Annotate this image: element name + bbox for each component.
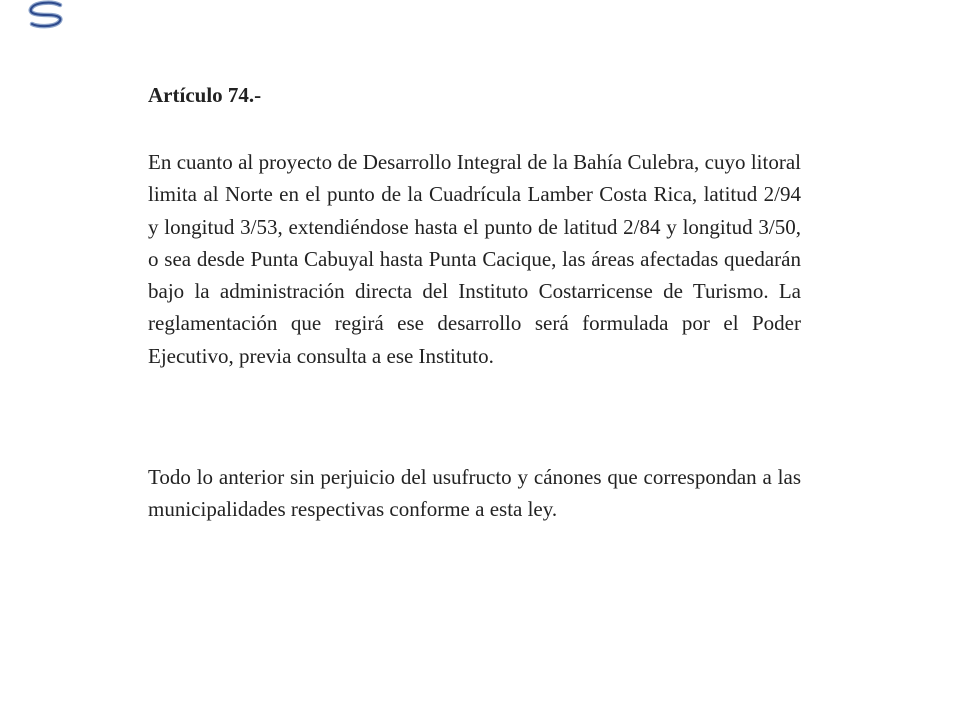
swirl-logo-icon bbox=[22, 0, 72, 30]
article-paragraph-2: Todo lo anterior sin perjuicio del usufructo y cánones que correspondan a las municipalidades respectivas conforme a esta ley. bbox=[148, 465, 801, 522]
article-paragraph-1: En cuanto al proyecto de Desarrollo Integral de la Bahía Culebra, cuyo litoral limita al Norte en el punto de la Cuadrícula Lamber Costa Rica, latitud 2/94 y longitud 3/53, extendiéndose hasta el punto de latitud 2/84 y longitud 3/50, o sea desde Punta Cabuyal hasta Punta Cacique, las áreas afectadas quedarán bajo la administración directa del Instituto Costarricense de Turismo. La reglamentación que regirá ese desarrollo será formulada por el Poder Ejecutivo, previa consulta a ese Instituto. bbox=[148, 150, 801, 368]
article-body bbox=[148, 78, 801, 526]
article-heading: Artículo 74.- bbox=[148, 83, 262, 107]
